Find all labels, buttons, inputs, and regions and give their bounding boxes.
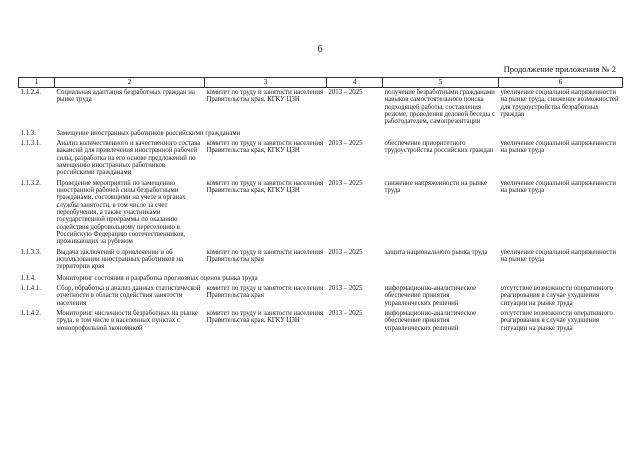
table-row: [19, 248, 623, 273]
appendix-label: Продолжение приложения № 2: [503, 64, 616, 74]
header-cell: 3: [205, 78, 327, 88]
section-row: [19, 273, 623, 284]
table-row: [19, 139, 623, 179]
page-number: 6: [317, 44, 323, 55]
item-period: 2013 – 2025: [328, 284, 363, 292]
item-executor: комитет по труду и занятости населения Правительства края: [206, 248, 324, 263]
item-effect: отсутствие возможности оперативного реагирования в случае ухудшения ситуации на рынке труда: [500, 284, 613, 307]
header-cell: 4: [327, 78, 383, 88]
item-executor: комитет по труду и занятости населения Правительства края, КГКУ ЦЗН: [206, 309, 324, 325]
item-effect: увеличение социальной напряженности на рынке труда: [500, 248, 616, 263]
item-effect: увеличение социальной напряженности на рынке труда, снижение возможностей для трудоустройства безработных граждан: [500, 89, 619, 118]
item-number: 1.1.2.4.: [20, 89, 41, 96]
item-executor: комитет по труду и занятости населения Правительства края, КГКУ ЦЗН: [206, 139, 324, 155]
item-number: 1.1.3.2.: [20, 179, 41, 187]
section-number: 1.1.3.: [20, 129, 36, 137]
table-row: [19, 284, 623, 309]
item-effect: увеличение социальной напряженности на рынке труда: [500, 139, 616, 155]
item-result: защита национального рынка труда: [384, 248, 488, 256]
item-action: Мониторинг численности безработных на рынке труда, в том числе в населенных пунктах с монопрофильной экономикой: [56, 309, 198, 332]
header-cell: 1: [19, 78, 55, 88]
item-action: Сбор, обработка и анализ данных статистической отчетности в области содействия занятости населения: [56, 284, 201, 307]
item-number: 1.1.3.3.: [20, 248, 41, 256]
item-period: 2013 – 2025: [328, 309, 363, 317]
item-effect: отсутствие возможности оперативного реагирования в случае ухудшения ситуации на рынке труда: [500, 309, 613, 332]
item-executor: комитет по труду и занятости населения Правительства края, КГКУ ЦЗН: [206, 179, 324, 194]
item-executor: комитет по труду и занятости населения Правительства края, КГКУ ЦЗН: [206, 89, 324, 104]
section-title: Мониторинг состояния и разработка прогнозных оценок рынка труда: [56, 274, 258, 282]
measures-table: [18, 77, 623, 334]
table-header: [19, 78, 623, 88]
header-cell: 6: [499, 78, 623, 88]
item-action: Проведение мероприятий по замещению иностранной рабочей силы безработными гражданами, состоящими на учете в органах службы занятости, в том числе за счет переобучения, а также участниками государственной программы по оказанию содействия добровольному переселению в Российскую Федерацию соотечественников, проживающих за рубежом: [56, 179, 186, 246]
item-action: Анализ количественного и качественного состава вакансий для привлечения иностранной рабочей силы, разработка на его основе предложений по замещению иностранных работников российскими гражданами: [56, 139, 201, 177]
item-executor: комитет по труду и занятости населения Правительства края: [206, 284, 324, 300]
item-number: 1.1.3.1.: [20, 139, 41, 147]
item-action: Выдача заключений о привлечении и об использовании иностранных работников на территории края: [56, 248, 183, 271]
header-cell: 2: [55, 78, 205, 88]
item-period: 2013 – 2025: [328, 89, 363, 96]
section-row: [19, 128, 623, 139]
item-result: обеспечение приоритетного трудоустройства российских граждан: [384, 139, 494, 155]
item-period: 2013 – 2025: [328, 179, 363, 187]
section-number: 1.1.4.: [20, 274, 36, 282]
item-number: 1.1.4.1.: [20, 284, 41, 292]
table-row: [19, 309, 623, 334]
table-row: [19, 88, 623, 128]
item-result: информационно-аналитическое обеспечение принятия управленческих решений: [384, 284, 477, 307]
table-row: [19, 179, 623, 248]
item-period: 2013 – 2025: [328, 248, 363, 256]
item-result: информационно-аналитическое обеспечение принятия управленческих решений: [384, 309, 477, 332]
section-title: Замещение иностранных работников российскими гражданами: [56, 129, 241, 137]
item-number: 1.1.4.2.: [20, 309, 41, 317]
item-period: 2013 – 2025: [328, 139, 363, 147]
header-cell: 5: [383, 78, 499, 88]
item-result: получение безработными гражданами навыков самостоятельного поиска подходящей работы, составления резюме, проведения деловой беседы с работодателем, самопрезентации: [384, 89, 495, 126]
item-action: Социальная адаптация безработных граждан на рынке труда: [56, 89, 195, 104]
item-effect: увеличение социальной напряженности на рынке труда: [500, 179, 616, 194]
item-result: снижение напряженности на рынке труда: [384, 179, 488, 194]
